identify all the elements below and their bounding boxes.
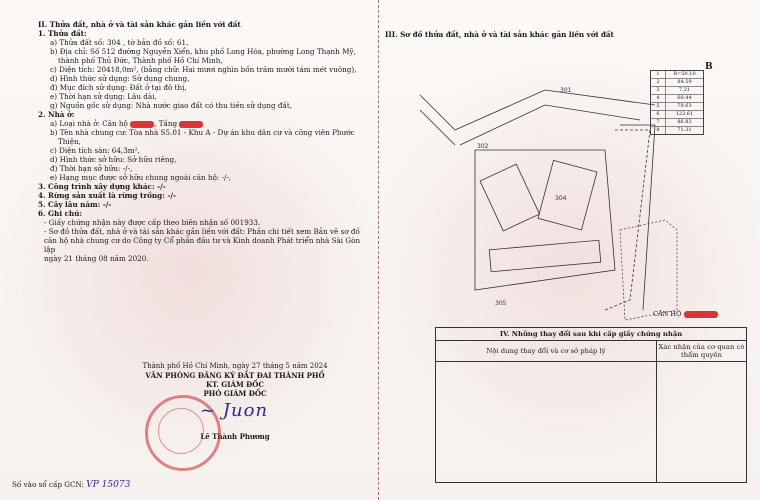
- house-type-label: a) Loại nhà ở: Căn hộ: [50, 119, 128, 128]
- coordinate-value: 122.61: [675, 111, 694, 117]
- notes-title: 6. Ghi chú:: [38, 209, 83, 218]
- map-label: 301: [560, 87, 572, 94]
- coordinate-no: 6: [651, 111, 666, 118]
- usage-origin: g) Nguồn gốc sử dụng: Nhà nước giao đất có thu tiền sử dụng đất,: [50, 101, 293, 110]
- coordinate-row: [651, 94, 703, 102]
- coordinate-value: R=50.10: [673, 71, 696, 77]
- kt-director: KT. GIÁM ĐỐC: [206, 380, 264, 389]
- coordinate-no: 4: [651, 95, 666, 102]
- coordinate-row: [651, 126, 703, 134]
- usage-form: d) Hình thức sử dụng: Sử dụng chung,: [50, 74, 190, 83]
- apartment-floorplan: [620, 220, 677, 320]
- coordinate-row: [651, 86, 703, 94]
- road-dashed: [605, 130, 650, 310]
- usage-term: e) Thời hạn sử dụng: Lâu dài,: [50, 92, 157, 101]
- ownership-form: d) Hình thức sở hữu: Sở hữu riêng,: [50, 155, 177, 164]
- map-label: 304: [555, 195, 567, 202]
- building-block: [489, 240, 600, 272]
- changes-body-left: [436, 362, 657, 482]
- redacted-block: [179, 121, 203, 128]
- coordinate-value: 79.63: [677, 103, 692, 109]
- map-label: 305: [495, 300, 507, 307]
- address-line-2: thành phố Thủ Đức, Thành phố Hồ Chí Minh,: [58, 56, 223, 65]
- building-name-1: b) Tên nhà chung cư: Tòa nhà S5.01 - Khu A - Dự án khu dân cư và công viên Phước: [50, 128, 355, 137]
- other-construction: 3. Công trình xây dựng khác: -/-: [38, 182, 166, 191]
- building-name-2: Thiện,: [58, 137, 81, 146]
- issuing-office: VĂN PHÒNG ĐĂNG KÝ ĐẤT ĐAI THÀNH PHỐ: [145, 371, 325, 380]
- changes-title: IV. Những thay đổi sau khi cấp giấy chứng nhận: [436, 328, 746, 341]
- section-3-title: III. Sơ đồ thửa đất, nhà ở và tài sản khác gắn liền với đất: [385, 30, 614, 39]
- changes-table: [435, 327, 747, 483]
- redacted-block: [130, 121, 154, 128]
- changes-col-confirm: Xác nhận của cơ quan có thẩm quyền: [658, 343, 745, 359]
- coordinate-table: [650, 70, 704, 135]
- registry-value: VP 15073: [86, 480, 131, 490]
- coordinate-no: 3: [651, 87, 666, 94]
- floor-label: , Tầng: [154, 119, 178, 128]
- floor-area: c) Diện tích sàn: 64,3m²,: [50, 146, 140, 155]
- right-page: [385, 20, 755, 490]
- coordinate-value: 86.83: [677, 119, 692, 125]
- road-edge: [620, 125, 655, 310]
- redacted-block: [684, 311, 718, 318]
- coordinate-no: 7: [651, 119, 666, 126]
- house-type: [38, 119, 373, 128]
- handwritten-signature: ~ Juon: [200, 400, 269, 421]
- note-2a: - Sơ đồ thửa đất, nhà ở và tài sản khác gắn liền với đất: Phần chi tiết xem Bản vẽ sơ đồ: [44, 227, 360, 236]
- coordinate-value: 7.21: [678, 87, 691, 93]
- coordinate-row: [651, 102, 703, 110]
- coordinate-row: [651, 78, 703, 86]
- place-date: Thành phố Hồ Chí Minh, ngày 27 tháng 5 năm 2024: [142, 362, 328, 370]
- common-items: e) Hạng mục được sở hữu chung ngoài căn hộ: -/-,: [50, 173, 232, 182]
- house-title: 2. Nhà ở:: [38, 110, 75, 119]
- area: c) Diện tích: 20418,0m², (bằng chữ: Hai mươi nghìn bốn trăm mười tám mét vuông),: [50, 65, 357, 74]
- address-line-1: b) Địa chỉ: Số 512 đường Nguyễn Xiển, khu phố Long Hòa, phường Long Thạnh Mỹ,: [50, 47, 356, 56]
- direction-mark: B: [705, 62, 713, 72]
- coordinate-no: 2: [651, 79, 666, 86]
- site-plan-map: [415, 70, 685, 340]
- registry-number: [12, 480, 130, 490]
- road-edge: [420, 95, 455, 145]
- usage-purpose: đ) Mục đích sử dụng: Đất ở tại đô thị,: [50, 83, 187, 92]
- coordinate-no: 8: [651, 127, 666, 134]
- note-2c: ngày 21 tháng 08 năm 2020.: [44, 254, 149, 263]
- building-block: [480, 164, 539, 231]
- changes-col-content: Nội dung thay đổi và cơ sở pháp lý: [436, 341, 657, 361]
- road-edge: [460, 105, 640, 145]
- section-2-title: II. Thửa đất, nhà ở và tài sản khác gắn liền với đất: [38, 20, 241, 29]
- coordinate-value: 71.31: [677, 127, 692, 133]
- road-edge: [455, 90, 655, 130]
- coordinate-row: [651, 118, 703, 126]
- coordinate-row: [651, 71, 703, 78]
- ownership-term: đ) Thời hạn sở hữu: -/-,: [50, 164, 133, 173]
- production-forest: 4. Rừng sản xuất là rừng trồng: -/-: [38, 191, 176, 200]
- registry-label: Số vào sổ cấp GCN:: [12, 480, 84, 489]
- coordinate-no: 5: [651, 103, 666, 110]
- perennial-trees: 5. Cây lâu năm: -/-: [38, 200, 112, 209]
- coordinate-no: 1: [651, 71, 666, 78]
- building-block: [538, 160, 597, 230]
- plot-number: a) Thửa đất số: 304 , tờ bản đồ số: 61,: [50, 38, 189, 47]
- land-plot-title: 1. Thửa đất:: [38, 29, 87, 38]
- apartment-label: [653, 310, 718, 318]
- coordinate-row: [651, 110, 703, 118]
- coordinate-value: 60.44: [677, 95, 692, 101]
- note-2b: căn hộ nhà chung cư do Công ty Cổ phần đầu tư và Kinh doanh Phát triển nhà Sài Gòn lập: [44, 236, 361, 254]
- note-1: - Giấy chứng nhận này được cấp theo biên nhận số 001933.: [44, 218, 261, 227]
- fold-line: [378, 0, 380, 500]
- deputy-director: PHÓ GIÁM ĐỐC: [203, 389, 267, 398]
- map-label: 302: [477, 143, 489, 150]
- coordinate-value: 84.59: [677, 79, 692, 85]
- signer-name: Lê Thành Phương: [200, 432, 270, 441]
- apartment-label-text: CĂN HỘ: [653, 310, 682, 318]
